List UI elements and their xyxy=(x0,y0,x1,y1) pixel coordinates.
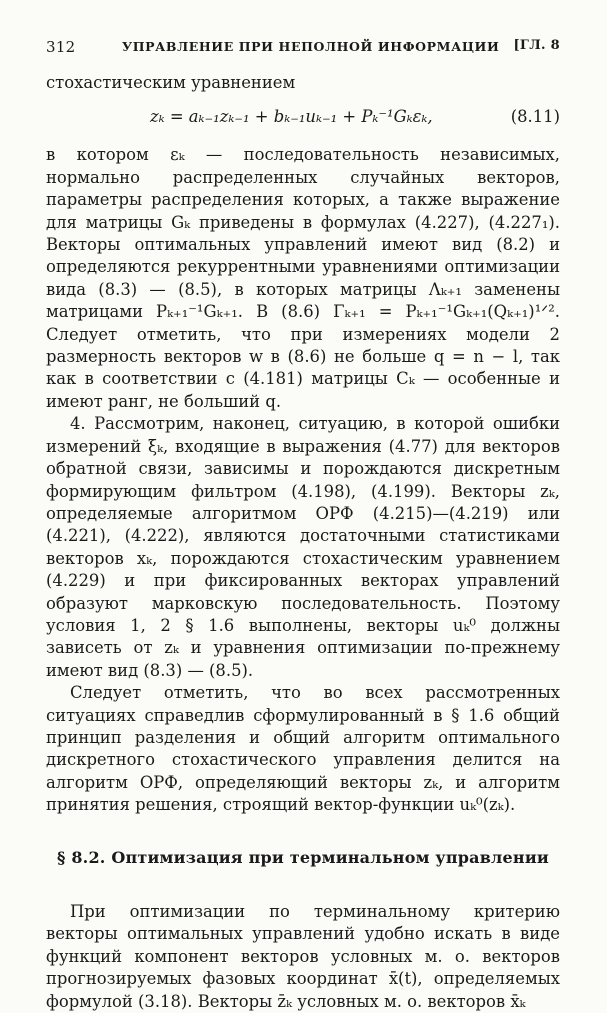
page-body xyxy=(46,72,560,1013)
lead-in-text: стохастическим уравнением xyxy=(46,73,296,92)
paragraph-4: При оптимизации по терминальному критерию векторы оптимальных управлений удобно искать в виде функций компонент векторов условных м. о. векторов прогнозируемых фазовых координат x̄(t), определяемых формулой (3.18). Векторы z̄ₖ условных м. о. векторов x̄ₖ xyxy=(46,902,560,1011)
chapter-marker: [ГЛ. 8 xyxy=(513,38,560,53)
equation-8-11 xyxy=(46,100,560,140)
section-heading: § 8.2. Оптимизация при терминальном управлении xyxy=(57,847,549,867)
paragraph-1: в котором εₖ — последовательность независимых, нормально распределенных случайных векторов, параметры распределения которых, а также выражение для матрицы Gₖ приведены в формулах (4.227), (4.227₁). Векторы оптимальных управлений имеют вид (8.2) и определяются рекуррентными уравнениями оптимизации вида (8.3) — (8.5), в которых матрицы Λₖ₊₁ заменены матрицами Pₖ₊₁⁻¹Gₖ₊₁. В (8.6) Γₖ₊₁ = Pₖ₊₁⁻¹Gₖ₊₁(Qₖ₊₁)¹ᐟ². Следует отметить, что при измерениях модели 2 размерность векторов w в (8.6) не больше q = n − l, так как в соответствии с (4.181) матрицы Cₖ — особенные и имеют ранг, не больший q. xyxy=(46,145,560,411)
equation-expression: zₖ = aₖ₋₁zₖ₋₁ + bₖ₋₁uₖ₋₁ + Pₖ⁻¹Gₖεₖ, xyxy=(150,107,433,127)
running-title: УПРАВЛЕНИЕ ПРИ НЕПОЛНОЙ ИНФОРМАЦИИ xyxy=(122,39,500,54)
equation-number: (8.11) xyxy=(510,107,560,127)
running-head xyxy=(46,38,560,60)
paragraph-2: 4. Рассмотрим, наконец, ситуацию, в которой ошибки измерений ξₖ, входящие в выражения (4.77) для векторов обратной связи, зависимы и порождаются дискретным формирующим фильтром (4.198), (4.199). Векторы zₖ, определяемые алгоритмом ОРФ (4.215)—(4.219) или (4.221), (4.222), являются достаточными статистиками векторов xₖ, порождаются стохастическим уравнением (4.229) и при фиксированных векторах управлений образуют марковскую последовательность. Поэтому условия 1, 2 § 1.6 выполнены, векторы uₖ⁰ должны зависеть от zₖ и уравнения оптимизации по-прежнему имеют вид (8.3) — (8.5). xyxy=(46,414,560,680)
paragraph-3: Следует отметить, что во всех рассмотренных ситуациях справедлив сформулированный в § 1.6 общий принцип разделения и общий алгоритм оптимального дискретного стохастического управления делится на алгоритм ОРФ, определяющий векторы zₖ, и алгоритм принятия решения, строящий вектор-функции uₖ⁰(zₖ). xyxy=(46,683,560,815)
page-number: 312 xyxy=(46,38,76,56)
